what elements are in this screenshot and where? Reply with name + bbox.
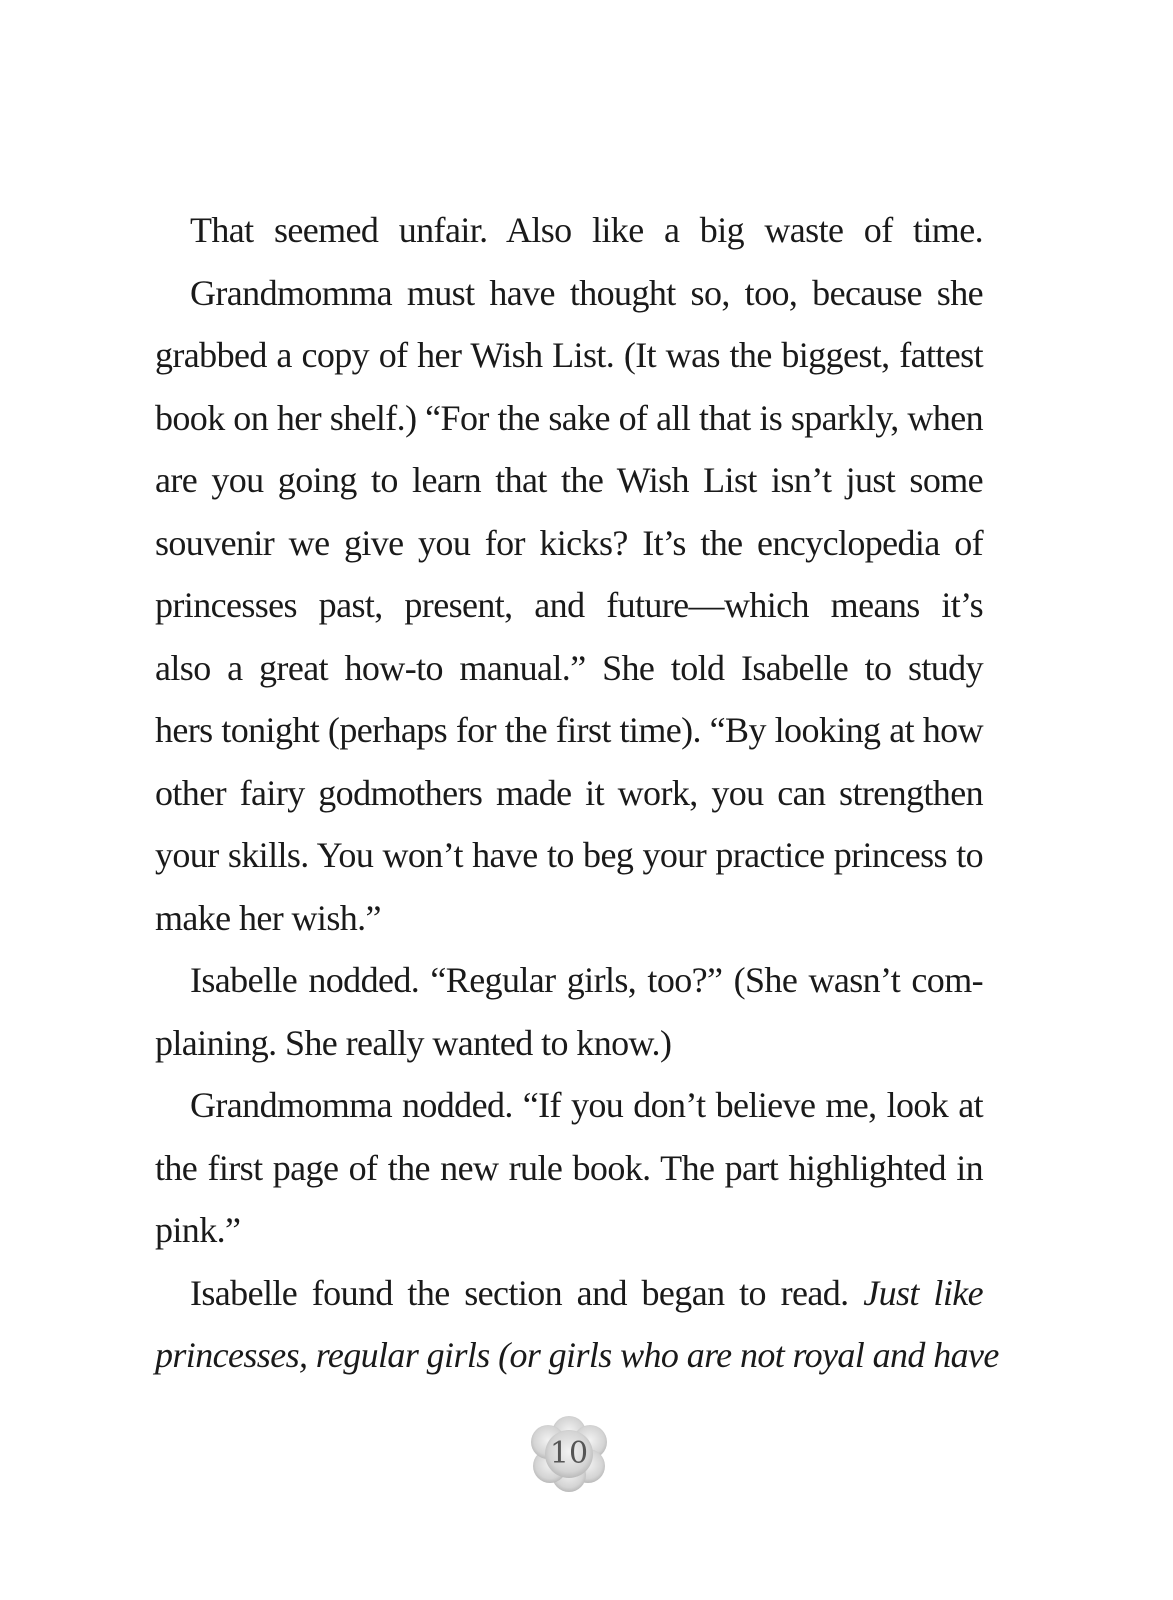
text-line: Isabelle nodded. “Regular girls, too?” (She wasn’t com- [190, 960, 983, 1000]
text-line: Grandmomma must have thought so, too, because she [190, 272, 983, 313]
text-line: other fairy godmothers made it work, you can strengthen [155, 772, 983, 813]
text-line: plaining. She really wanted to know.) [155, 1022, 672, 1063]
body-text [155, 199, 999, 1387]
text-roman: Isabelle found the section and began to read. [190, 1272, 864, 1313]
text-line: Grandmomma nodded. “If you don’t believe me, look at [190, 1085, 983, 1125]
text-line: hers tonight (perhaps for the first time). “By looking at how [155, 710, 983, 750]
text-line: book on her shelf.) “For the sake of all that is sparkly, when [155, 397, 983, 438]
text-line: princesses, regular girls (or girls who are not royal and have [155, 1335, 999, 1375]
text-line: your skills. You won’t have to beg your practice princess to [155, 835, 983, 875]
text-line: souvenir we give you for kicks? It’s the encyclopedia of [155, 522, 983, 563]
text-line: also a great how-to manual.” She told Isabelle to study [155, 647, 983, 688]
text-line: pink.” [155, 1210, 241, 1250]
page-number: 10 [549, 1436, 589, 1471]
page-number-badge [526, 1416, 612, 1492]
text-italic: Just like [863, 1272, 983, 1313]
text-line: princesses past, present, and future—which means it’s [155, 585, 983, 625]
text-line: the first page of the new rule book. The part highlighted in [155, 1147, 983, 1188]
text-line-mixed [155, 1262, 983, 1325]
text-line: are you going to learn that the Wish List isn’t just some [155, 460, 983, 500]
text-line: That seemed unfair. Also like a big waste of time. [190, 210, 983, 250]
text-line: make her wish.” [155, 897, 381, 938]
text-line: grabbed a copy of her Wish List. (It was the biggest, fattest [155, 335, 983, 375]
